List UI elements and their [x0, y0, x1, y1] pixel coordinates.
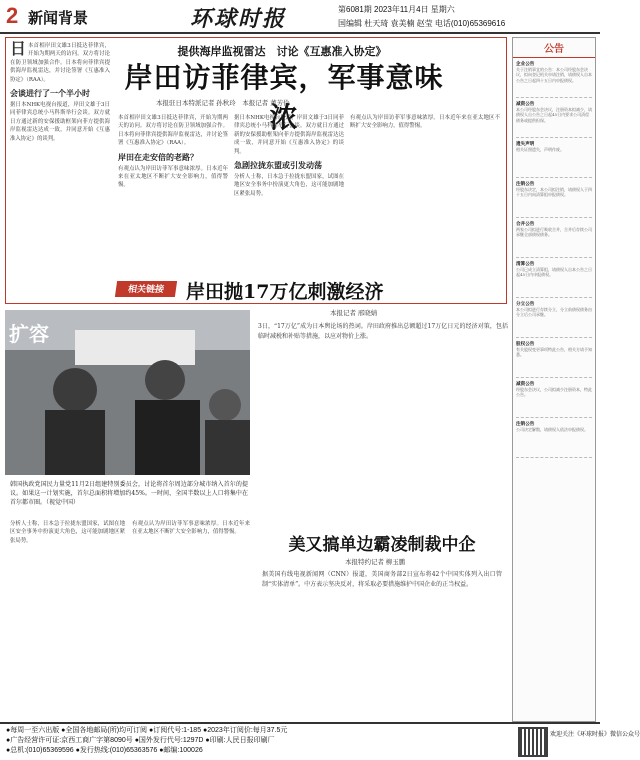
photo-label: 扩容: [9, 324, 49, 346]
notice-item: 减资公告 经股东会决议，公司拟减少注册资本，特此公告。: [516, 381, 592, 418]
bottom-byline: 本报特约记者 柳玉鹏: [345, 559, 406, 566]
notice-item: 注销公告 公司决定解散，请债权人依法申报债权。: [516, 421, 592, 458]
top-story-column-1: [10, 42, 110, 292]
notice-item: 注销公告 经股东决定，本公司拟注销，请债权人于四十五日内向清算组申报债权。: [516, 181, 592, 218]
top-story: [5, 37, 507, 304]
footer-line-3: ●总机:(010)65369596 ●发行热线:(010)65363576 ●邮编:100026: [6, 747, 203, 754]
issue-info: 第6081期 2023年11月4日 星期六: [338, 5, 455, 14]
footer-line-2: ●广告经营许可证:京西工商广字第8090号 ●国外发行代号:1297D ●印刷:人民日报印刷厂: [6, 737, 275, 744]
news-photo: [5, 310, 250, 475]
editors-line: 国编辑 杜天琦 袁美楠 赵莹 电话(010)65369616: [338, 19, 506, 28]
qr-code-icon: [518, 727, 548, 757]
sidebar-title: 公告: [513, 38, 595, 58]
lower-column-1: 分析人士称，日本急于拉拢东盟国家，试图在地区安全事务中扮演更大角色，这可能加剧地区紧张局势。: [10, 521, 125, 544]
notice-item: 减资公告 本公司经股东会决议，注册资本拟减少，请债权人自公告之日起45日内要求公司清偿债务或提供担保。: [516, 101, 592, 138]
top-story-column-2: [118, 114, 228, 274]
lower-column-2: 有观点认为岸田访菲军事意味浓厚。日本近年来在亚太地区不断扩大安全影响力，值得警惕。: [132, 521, 250, 536]
bottom-story-text: 据美国有线电视新闻网（CNN）报道，美国商务部2日宣布将42个中国实体列入出口管制“实体清单”。中方表示坚决反对，将采取必要措施维护中国企业的正当权益。: [262, 571, 502, 588]
column-2-text: 本首相岸田文雄3日抵达菲律宾，开始为期两天的访问。双方将讨论在防卫领域加强合作。日本将向菲律宾提供海岸监视雷达，并讨论签署《互惠准入协定》（RAA）。: [118, 115, 228, 147]
masthead: [0, 0, 600, 34]
footer-line-1: ●每周一至六出版 ●全国各地邮局(所)均可订阅 ●订阅代号:1-185 ●2023年订阅价:每月37.5元: [6, 727, 288, 734]
notice-item: 股权公告 有关股权变更事项特此公告，相关方请予知悉。: [516, 341, 592, 378]
subhead-3: 急剧拉拢东盟或引发动荡: [234, 161, 322, 171]
notice-item: 分立公告 本公司拟进行存续分立，分立前债权债务由分立后公司承继。: [516, 301, 592, 338]
photo-caption: 韩国执政党国民力量党11月2日组建特别委员会，讨论将首尔周边部分城市纳入首尔的提议。如果这一计划实施，首尔总面积将增加约45%。一时间，全国半数以上人口将集中在首尔都市圈。（视觉中国）: [10, 481, 248, 506]
top-story-kicker: 提供海岸监视雷达 讨论《互惠准入协定》: [177, 45, 387, 58]
column-3-text: 据日本NHK电视台报道，岸田文雄于3日同菲律宾总统小马科斯举行会谈。双方就日方通过新的安保援助框架向菲方提供海岸监视雷达达成一致，并同意开始《互惠准入协定》的谈判。: [234, 115, 344, 155]
newspaper-logo: 环球时报: [190, 6, 287, 32]
top-story-headline: 岸田访菲律宾，军事意味浓: [124, 61, 444, 134]
announcements-sidebar: [512, 37, 596, 722]
secondary-byline: 本报记者 邢晓婧: [330, 310, 378, 317]
top-story-column-3: [234, 114, 344, 274]
subhead-2: 岸田在走安倍的老路？: [118, 152, 198, 162]
secondary-headline: 岸田抛17万亿刺激经济: [186, 281, 384, 303]
column-4-text: 有观点认为岸田访菲军事意味浓厚。日本近年来在亚太地区不断扩大安全影响力，值得警惕。: [350, 115, 500, 130]
section-3-text: 分析人士称，日本急于拉拢东盟国家，试图在地区安全事务中扮演更大角色，这可能加剧地区紧张局势。: [234, 174, 344, 197]
notice-item: 清算公告 公司已成立清算组，请债权人自本公告之日起45日内申报债权。: [516, 261, 592, 298]
qr-label: 欢迎关注《环球时报》微信公众号: [550, 732, 640, 738]
bottom-headline: 美又搞单边霸凌制裁中企: [288, 535, 476, 555]
notice-item: 合并公告 两家公司拟进行吸收合并，合并后存续公司承继全部债权债务。: [516, 221, 592, 258]
notice-item: 企业公告 关于注销事宜的公告：本公司经股东会决议，拟向登记机关申请注销，请债权人自本公告之日起四十五日内申报债权。: [516, 61, 592, 98]
section-1-text: 据日本NHK电视台报道，岸田文雄于3日同菲律宾总统小马科斯举行会谈。双方就日方通过新的安保援助框架向菲方提供海岸监视雷达达成一致，并同意开始《互惠准入协定》的谈判。: [10, 102, 110, 142]
secondary-story-text: 3日，“17万亿”成为日本舆论场的热词。岸田政府推出总额超过17万亿日元的经济对策，包括临时减税和补贴等措施，以应对物价上涨。: [258, 323, 508, 340]
footer: [0, 722, 640, 760]
related-link-label: 相关链接: [115, 281, 177, 297]
top-story-column-4: [350, 114, 500, 274]
dropcap: 日: [10, 41, 27, 58]
section-2-text: 有观点认为岸田访菲军事意味浓厚。日本近年来在亚太地区不断扩大安全影响力，值得警惕。: [118, 165, 228, 189]
notice-item: 遗失声明 相关证照遗失，声明作废。: [516, 141, 592, 178]
subhead-1: 会谈进行了一个半小时: [10, 89, 90, 99]
section-name: 新闻背景: [28, 11, 89, 27]
page-number: 2: [6, 3, 19, 28]
lead-text: 本首相岸田文雄3日抵达菲律宾，开始为期两天的访问。双方将讨论在防卫领域加强合作。日本将向菲律宾提供海岸监视雷达，并讨论签署《互惠准入协定》（RAA）。: [10, 43, 110, 83]
top-story-byline: 本报驻日本特派记者 孙秋玲 本报记者 董芳伶: [156, 100, 290, 107]
